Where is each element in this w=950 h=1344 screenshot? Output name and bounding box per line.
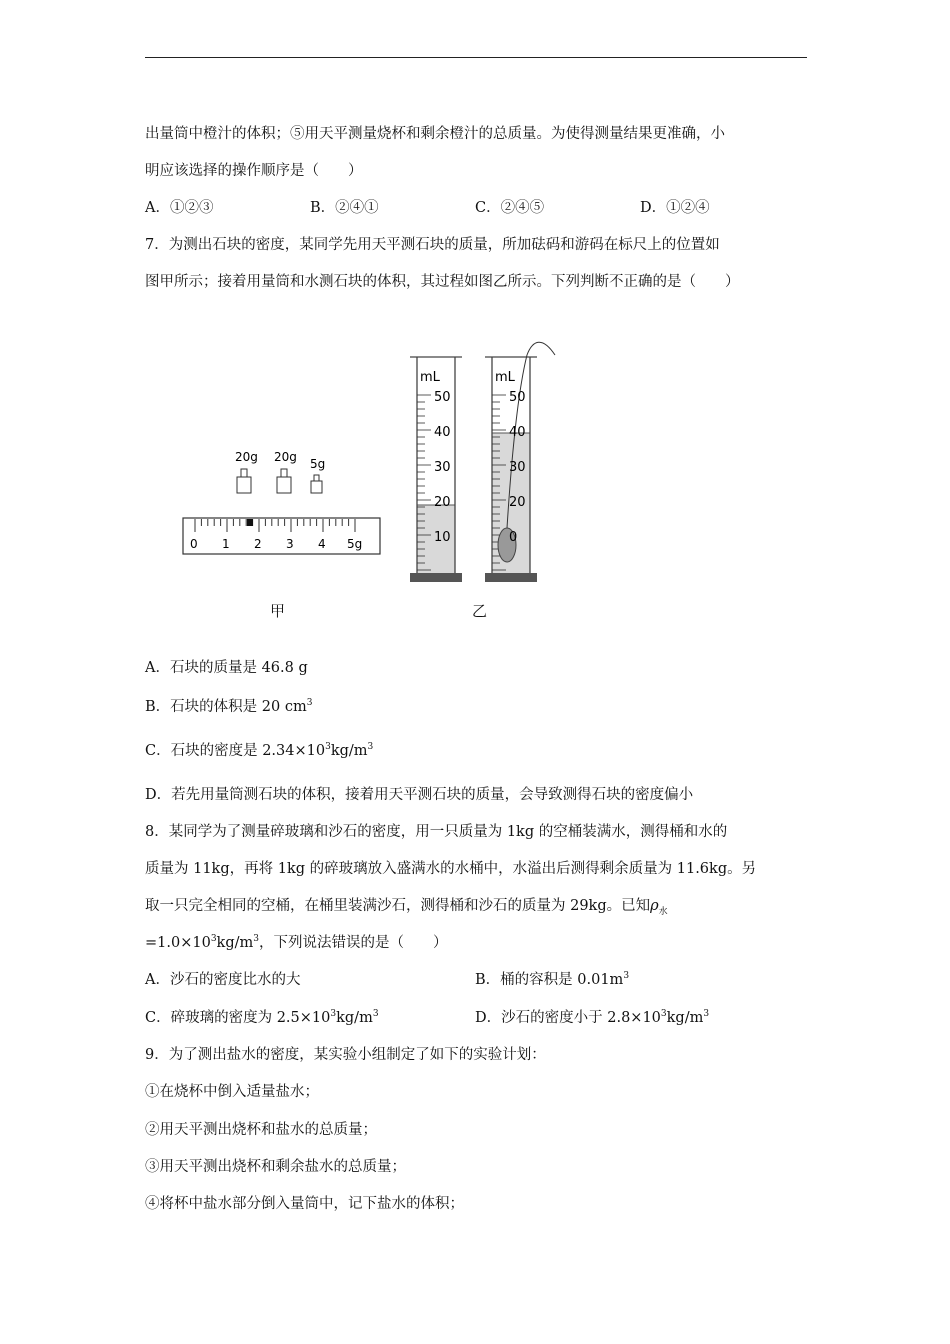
balance-scale-ruler [183, 518, 380, 554]
rider-marker [247, 519, 253, 526]
q7-line2: 图甲所示；接着用量筒和水测石块的体积，其过程如图乙所示。下列判断不正确的是（ ） [145, 274, 740, 290]
cyl-label: 0 [509, 530, 518, 545]
cyl-label: 20 [434, 495, 451, 510]
weight-label: 5g [310, 457, 326, 471]
q9-step3: ③用天平测出烧杯和剩余盐水的总质量； [145, 1159, 406, 1175]
q9-line1: 9．为了测出盐水的密度，某实验小组制定了如下的实验计划： [145, 1047, 546, 1063]
cylinder-unit: mL [495, 370, 515, 385]
scale-label: 3 [286, 537, 294, 551]
q8-line1: 8．某同学为了测量碎玻璃和沙石的密度，用一只质量为 1kg 的空桶装满水，测得桶和水的 [145, 824, 728, 840]
measuring-cylinder-1 [410, 357, 462, 582]
scale-label: 2 [254, 537, 262, 551]
header-rule [145, 57, 807, 58]
q8-option-a: A．沙石的密度比水的大 [145, 972, 301, 988]
cylinder-unit: mL [420, 370, 440, 385]
weight-label: 20g [235, 450, 258, 464]
measuring-cylinder-2 [485, 342, 555, 582]
weight-5g [310, 457, 325, 493]
q8-line2: 质量为 11kg，再将 1kg 的碎玻璃放入盛满水的水桶中，水溢出后测得剩余质量为 11.6kg。另 [145, 861, 757, 877]
cylinder-base [410, 573, 462, 582]
cyl-label: 10 [434, 530, 451, 545]
q8-option-b: B．桶的容积是 $0.01m^3$ [475, 971, 630, 988]
scale-label: 0 [190, 537, 198, 551]
figure-caption-jia: 甲 [270, 602, 286, 620]
cyl-label: 30 [509, 460, 526, 475]
q8-line4: $=1.0\times 10^3kg/m^3$，下列说法错误的是（ ） [145, 934, 448, 951]
weight-20g-a [235, 450, 258, 493]
q6-option-c: C．②④⑤ [475, 200, 545, 216]
cyl-label: 40 [434, 425, 451, 440]
weight-20g-b [274, 450, 297, 493]
q7-option-d: D．若先用量筒测石块的体积，接着用天平测石块的质量，会导致测得石块的密度偏小 [145, 787, 694, 803]
q7-figure [175, 335, 575, 635]
scale-label: 1 [222, 537, 230, 551]
weight-label: 20g [274, 450, 297, 464]
q7-option-b: B．石块的体积是 20 $cm^3$ [145, 698, 313, 715]
q9-step2: ②用天平测出烧杯和盐水的总质量； [145, 1122, 377, 1138]
scale-label: 4 [318, 537, 326, 551]
q7-line1: 7．为测出石块的密度，某同学先用天平测石块的质量，所加砝码和游码在标尺上的位置如 [145, 237, 720, 253]
q9-step4: ④将杯中盐水部分倒入量筒中，记下盐水的体积； [145, 1196, 464, 1212]
cyl-label: 50 [509, 390, 526, 405]
q8-option-c: C．碎玻璃的密度为 $2.5\times 10^3kg/m^3$ [145, 1009, 379, 1026]
q6-line1: 出量筒中橙汁的体积；⑤用天平测量烧杯和剩余橙汁的总质量。为使得测量结果更准确，小 [145, 126, 725, 142]
q6-option-a: A．①②③ [145, 200, 214, 216]
cyl-label: 20 [509, 495, 526, 510]
q9-step1: ①在烧杯中倒入适量盐水； [145, 1084, 319, 1100]
cyl-label: 50 [434, 390, 451, 405]
cylinder-base [485, 573, 537, 582]
q8-option-d: D．沙石的密度小于 $2.8\times 10^3kg/m^3$ [475, 1009, 710, 1026]
figure-caption-yi: 乙 [472, 602, 488, 620]
q7-option-c: C．石块的密度是 $2.34\times 10^3kg/m^3$ [145, 742, 374, 759]
q7-option-a: A．石块的质量是 46.8 g [145, 660, 308, 676]
cyl-label: 30 [434, 460, 451, 475]
q6-option-d: D．①②④ [640, 200, 710, 216]
cyl-label: 40 [509, 425, 526, 440]
scale-label: 5g [347, 537, 363, 551]
q6-line2: 明应该选择的操作顺序是（ ） [145, 163, 363, 179]
q6-option-b: B．②④① [310, 200, 379, 216]
q8-line3: 取一只完全相同的空桶，在桶里装满沙石，测得桶和沙石的质量为 29kg。已知$\rho_水$ [145, 898, 668, 917]
